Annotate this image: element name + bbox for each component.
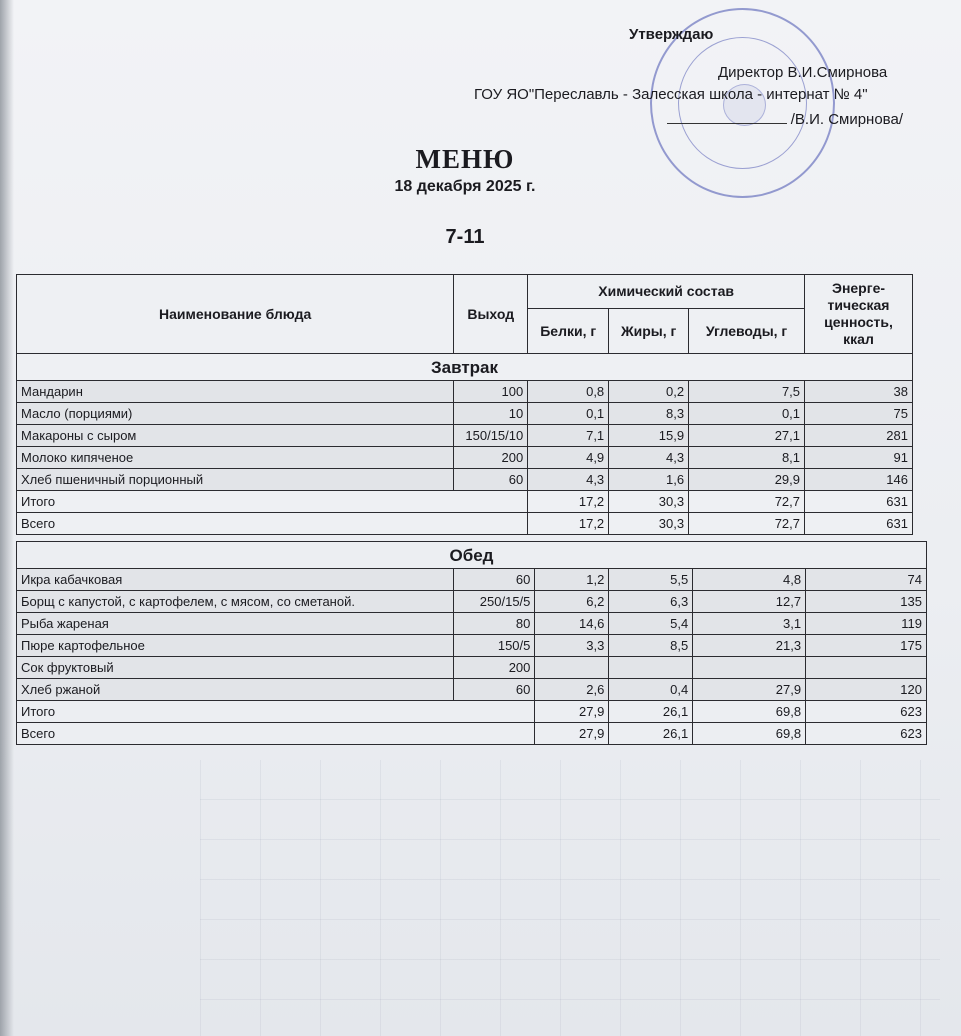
subtotal-carb: 69,8 <box>693 701 806 723</box>
table-row <box>17 657 927 679</box>
dish-output: 60 <box>454 679 535 701</box>
dish-name: Икра кабачковая <box>17 569 454 591</box>
header-dish-name: Наименование блюда <box>17 275 454 354</box>
dish-energy: 120 <box>806 679 927 701</box>
dish-energy: 91 <box>805 447 913 469</box>
dish-output: 200 <box>454 447 528 469</box>
dish-carb: 21,3 <box>693 635 806 657</box>
dish-output: 10 <box>454 403 528 425</box>
table-row <box>17 679 927 701</box>
dish-energy <box>806 657 927 679</box>
dish-name: Хлеб пшеничный порционный <box>17 469 454 491</box>
school-name: ГОУ ЯО"Переславль - Залесская школа - интернат № 4" <box>474 86 868 103</box>
dish-fat: 5,4 <box>609 613 693 635</box>
dish-protein <box>535 657 609 679</box>
dish-fat: 4,3 <box>609 447 689 469</box>
subtotal-energy: 631 <box>805 491 913 513</box>
dish-name: Борщ с капустой, с картофелем, с мясом, со сметаной. <box>17 591 454 613</box>
dish-energy: 281 <box>805 425 913 447</box>
total-fat: 26,1 <box>609 723 693 745</box>
lunch-total-row <box>17 723 927 745</box>
breakfast-rows <box>17 381 913 491</box>
header-carb: Углеводы, г <box>689 309 805 354</box>
dish-name: Макароны с сыром <box>17 425 454 447</box>
subtotal-label: Итого <box>17 491 528 513</box>
dish-carb: 27,9 <box>693 679 806 701</box>
approve-label: Утверждаю <box>629 26 714 43</box>
dish-carb: 27,1 <box>689 425 805 447</box>
dish-carb: 29,9 <box>689 469 805 491</box>
dish-fat: 8,5 <box>609 635 693 657</box>
dish-energy: 146 <box>805 469 913 491</box>
signature-name: /В.И. Смирнова/ <box>790 111 903 128</box>
total-fat: 30,3 <box>609 513 689 535</box>
dish-carb: 4,8 <box>693 569 806 591</box>
dish-name: Рыба жареная <box>17 613 454 635</box>
header-fat: Жиры, г <box>609 309 689 354</box>
header-energy: Энерге-тическая ценность, ккал <box>805 275 913 354</box>
subtotal-energy: 623 <box>806 701 927 723</box>
breakfast-section-row <box>17 354 913 381</box>
table-row <box>17 591 927 613</box>
dish-energy: 38 <box>805 381 913 403</box>
signature-blank <box>667 123 787 124</box>
dish-protein: 14,6 <box>535 613 609 635</box>
dish-name: Хлеб ржаной <box>17 679 454 701</box>
breakfast-total-row <box>17 513 913 535</box>
dish-energy: 175 <box>806 635 927 657</box>
dish-name: Масло (порциями) <box>17 403 454 425</box>
total-protein: 17,2 <box>528 513 609 535</box>
table-row <box>17 569 927 591</box>
dish-output: 100 <box>454 381 528 403</box>
lunch-title: Обед <box>17 542 927 569</box>
dish-name: Пюре картофельное <box>17 635 454 657</box>
total-energy: 623 <box>806 723 927 745</box>
table-row <box>17 403 913 425</box>
dish-carb <box>693 657 806 679</box>
dish-output: 150/5 <box>454 635 535 657</box>
breakfast-subtotal-row <box>17 491 913 513</box>
dish-energy: 119 <box>806 613 927 635</box>
dish-carb: 3,1 <box>693 613 806 635</box>
dish-output: 200 <box>454 657 535 679</box>
dish-protein: 0,8 <box>528 381 609 403</box>
dish-output: 60 <box>454 569 535 591</box>
total-carb: 72,7 <box>689 513 805 535</box>
dish-protein: 1,2 <box>535 569 609 591</box>
dish-name: Сок фруктовый <box>17 657 454 679</box>
signature-line <box>655 111 903 128</box>
dish-protein: 2,6 <box>535 679 609 701</box>
subtotal-carb: 72,7 <box>689 491 805 513</box>
total-energy: 631 <box>805 513 913 535</box>
lunch-table <box>16 541 927 745</box>
lunch-rows <box>17 569 927 701</box>
age-group: 7-11 <box>445 226 485 248</box>
dish-fat: 0,4 <box>609 679 693 701</box>
dish-fat: 6,3 <box>609 591 693 613</box>
header-chem-composition: Химический состав <box>528 275 805 309</box>
dish-protein: 3,3 <box>535 635 609 657</box>
table-row <box>17 613 927 635</box>
dish-protein: 0,1 <box>528 403 609 425</box>
breakfast-title: Завтрак <box>17 354 913 381</box>
table-row <box>17 469 913 491</box>
subtotal-label: Итого <box>17 701 535 723</box>
subtotal-fat: 30,3 <box>609 491 689 513</box>
menu-date: 18 декабря 2025 г. <box>394 178 536 195</box>
lunch-subtotal-row <box>17 701 927 723</box>
dish-output: 60 <box>454 469 528 491</box>
dish-protein: 7,1 <box>528 425 609 447</box>
dish-energy: 135 <box>806 591 927 613</box>
dish-output: 150/15/10 <box>454 425 528 447</box>
table-row <box>17 381 913 403</box>
dish-energy: 74 <box>806 569 927 591</box>
dish-carb: 12,7 <box>693 591 806 613</box>
dish-carb: 0,1 <box>689 403 805 425</box>
breakfast-table <box>16 274 913 535</box>
dish-output: 80 <box>454 613 535 635</box>
header-output: Выход <box>454 275 528 354</box>
director-name: Директор В.И.Смирнова <box>718 64 888 81</box>
dish-protein: 6,2 <box>535 591 609 613</box>
dish-fat: 1,6 <box>609 469 689 491</box>
dish-name: Молоко кипяченое <box>17 447 454 469</box>
dish-fat <box>609 657 693 679</box>
background-form-grid <box>200 760 940 1036</box>
table-header-row <box>17 275 913 309</box>
page-edge-shadow <box>0 0 14 1036</box>
dish-carb: 7,5 <box>689 381 805 403</box>
dish-fat: 8,3 <box>609 403 689 425</box>
table-row <box>17 425 913 447</box>
subtotal-protein: 27,9 <box>535 701 609 723</box>
subtotal-fat: 26,1 <box>609 701 693 723</box>
dish-fat: 15,9 <box>609 425 689 447</box>
dish-fat: 5,5 <box>609 569 693 591</box>
subtotal-protein: 17,2 <box>528 491 609 513</box>
dish-name: Мандарин <box>17 381 454 403</box>
table-row <box>17 447 913 469</box>
total-protein: 27,9 <box>535 723 609 745</box>
dish-energy: 75 <box>805 403 913 425</box>
dish-output: 250/15/5 <box>454 591 535 613</box>
total-carb: 69,8 <box>693 723 806 745</box>
header-protein: Белки, г <box>528 309 609 354</box>
dish-protein: 4,3 <box>528 469 609 491</box>
dish-fat: 0,2 <box>609 381 689 403</box>
dish-protein: 4,9 <box>528 447 609 469</box>
total-label: Всего <box>17 513 528 535</box>
lunch-section-row <box>17 542 927 569</box>
page-title: МЕНЮ <box>415 144 515 174</box>
dish-carb: 8,1 <box>689 447 805 469</box>
seal-inner-ring <box>678 37 807 169</box>
table-row <box>17 635 927 657</box>
total-label: Всего <box>17 723 535 745</box>
